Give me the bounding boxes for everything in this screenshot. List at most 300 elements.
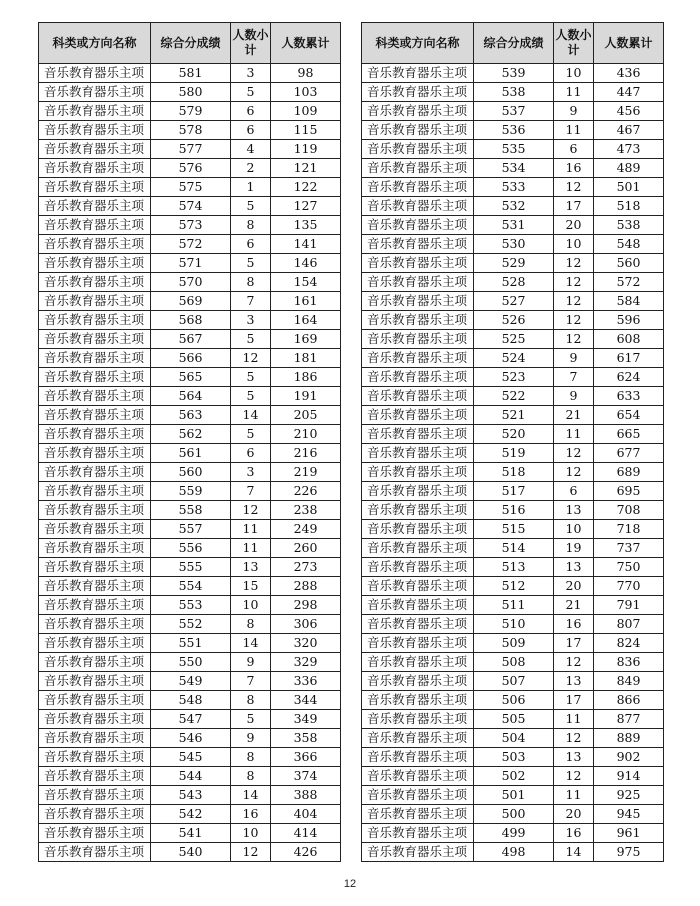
cell-count: 12 [554,463,594,482]
cell-name: 音乐教育器乐主项 [39,330,151,349]
cell-cumulative: 436 [594,64,664,83]
cell-score: 550 [151,653,231,672]
cell-cumulative: 617 [594,349,664,368]
cell-score: 519 [474,444,554,463]
cell-cumulative: 388 [271,786,341,805]
cell-score: 526 [474,311,554,330]
table-row [362,292,664,311]
cell-name: 音乐教育器乐主项 [362,444,474,463]
cell-name: 音乐教育器乐主项 [362,558,474,577]
score-table-left [38,22,341,862]
cell-cumulative: 737 [594,539,664,558]
table-header [39,23,341,64]
cell-cumulative: 414 [271,824,341,843]
cell-score: 501 [474,786,554,805]
cell-name: 音乐教育器乐主项 [362,292,474,311]
cell-score: 517 [474,482,554,501]
cell-cumulative: 205 [271,406,341,425]
cell-cumulative: 103 [271,83,341,102]
cell-score: 565 [151,368,231,387]
cell-name: 音乐教育器乐主项 [39,501,151,520]
cell-cumulative: 914 [594,767,664,786]
table-row [362,843,664,862]
cell-name: 音乐教育器乐主项 [39,463,151,482]
cell-count: 10 [231,824,271,843]
cell-score: 548 [151,691,231,710]
page-number: 12 [343,878,357,890]
cell-score: 581 [151,64,231,83]
cell-count: 10 [231,596,271,615]
table-row [362,520,664,539]
cell-count: 16 [554,159,594,178]
cell-score: 522 [474,387,554,406]
cell-cumulative: 169 [271,330,341,349]
cell-count: 6 [554,140,594,159]
table-row [39,577,341,596]
table-row [39,691,341,710]
table-row [39,615,341,634]
cell-count: 10 [554,520,594,539]
table-row [362,235,664,254]
cell-cumulative: 141 [271,235,341,254]
cell-name: 音乐教育器乐主项 [39,444,151,463]
cell-cumulative: 249 [271,520,341,539]
cell-cumulative: 447 [594,83,664,102]
cell-count: 6 [231,235,271,254]
table-row [362,444,664,463]
cell-count: 13 [554,501,594,520]
cell-count: 7 [231,292,271,311]
cell-count: 11 [231,520,271,539]
cell-cumulative: 115 [271,121,341,140]
cell-cumulative: 288 [271,577,341,596]
cell-count: 11 [554,710,594,729]
cell-cumulative: 161 [271,292,341,311]
cell-count: 9 [554,387,594,406]
table-row [39,159,341,178]
cell-cumulative: 695 [594,482,664,501]
cell-cumulative: 501 [594,178,664,197]
cell-name: 音乐教育器乐主项 [362,577,474,596]
cell-cumulative: 596 [594,311,664,330]
table-body [39,64,341,862]
table-row [362,805,664,824]
cell-name: 音乐教育器乐主项 [362,786,474,805]
table-row [362,197,664,216]
cell-cumulative: 146 [271,254,341,273]
cell-cumulative: 473 [594,140,664,159]
cell-name: 音乐教育器乐主项 [39,824,151,843]
table-row [39,520,341,539]
cell-count: 5 [231,368,271,387]
cell-cumulative: 538 [594,216,664,235]
cell-score: 506 [474,691,554,710]
table-row [39,216,341,235]
cell-cumulative: 119 [271,140,341,159]
cell-score: 538 [474,83,554,102]
cell-score: 568 [151,311,231,330]
cell-score: 566 [151,349,231,368]
cell-cumulative: 945 [594,805,664,824]
cell-name: 音乐教育器乐主项 [362,501,474,520]
cell-name: 音乐教育器乐主项 [39,83,151,102]
cell-score: 512 [474,577,554,596]
cell-cumulative: 238 [271,501,341,520]
cell-name: 音乐教育器乐主项 [39,121,151,140]
cell-count: 9 [231,729,271,748]
table-row [362,634,664,653]
cell-score: 567 [151,330,231,349]
table-row [39,558,341,577]
table-row [362,349,664,368]
header-count: 人数小计 [554,23,594,64]
cell-score: 549 [151,672,231,691]
cell-count: 16 [231,805,271,824]
cell-name: 音乐教育器乐主项 [362,425,474,444]
cell-cumulative: 181 [271,349,341,368]
cell-name: 音乐教育器乐主项 [362,102,474,121]
table-row [39,121,341,140]
cell-cumulative: 750 [594,558,664,577]
table-row [39,387,341,406]
cell-name: 音乐教育器乐主项 [362,463,474,482]
cell-name: 音乐教育器乐主项 [362,520,474,539]
table-row [362,216,664,235]
cell-cumulative: 210 [271,425,341,444]
cell-name: 音乐教育器乐主项 [39,349,151,368]
cell-score: 539 [474,64,554,83]
cell-score: 520 [474,425,554,444]
table-row [362,729,664,748]
cell-score: 511 [474,596,554,615]
cell-score: 578 [151,121,231,140]
cell-score: 521 [474,406,554,425]
cell-cumulative: 708 [594,501,664,520]
table-row [39,634,341,653]
cell-name: 音乐教育器乐主项 [362,83,474,102]
cell-score: 523 [474,368,554,387]
table-row [39,368,341,387]
cell-count: 8 [231,273,271,292]
cell-cumulative: 186 [271,368,341,387]
cell-cumulative: 456 [594,102,664,121]
cell-cumulative: 572 [594,273,664,292]
cell-cumulative: 902 [594,748,664,767]
cell-score: 546 [151,729,231,748]
cell-cumulative: 320 [271,634,341,653]
cell-cumulative: 344 [271,691,341,710]
cell-score: 561 [151,444,231,463]
cell-name: 音乐教育器乐主项 [362,482,474,501]
cell-count: 3 [231,463,271,482]
cell-count: 12 [231,349,271,368]
table-row [39,805,341,824]
cell-name: 音乐教育器乐主项 [362,539,474,558]
table-row [39,64,341,83]
cell-cumulative: 219 [271,463,341,482]
cell-name: 音乐教育器乐主项 [39,235,151,254]
cell-name: 音乐教育器乐主项 [362,748,474,767]
cell-score: 527 [474,292,554,311]
cell-cumulative: 122 [271,178,341,197]
cell-count: 15 [231,577,271,596]
cell-count: 8 [231,748,271,767]
cell-score: 544 [151,767,231,786]
table-row [39,463,341,482]
table-row [39,596,341,615]
cell-count: 8 [231,691,271,710]
cell-name: 音乐教育器乐主项 [39,178,151,197]
cell-name: 音乐教育器乐主项 [362,159,474,178]
cell-score: 572 [151,235,231,254]
cell-name: 音乐教育器乐主项 [362,672,474,691]
cell-score: 575 [151,178,231,197]
table-row [39,83,341,102]
cell-score: 510 [474,615,554,634]
cell-count: 21 [554,406,594,425]
cell-score: 541 [151,824,231,843]
cell-count: 14 [554,843,594,862]
table-row [362,254,664,273]
cell-name: 音乐教育器乐主项 [362,140,474,159]
cell-count: 14 [231,406,271,425]
table-row [39,311,341,330]
cell-name: 音乐教育器乐主项 [39,368,151,387]
header-score: 综合分成绩 [151,23,231,64]
cell-cumulative: 770 [594,577,664,596]
cell-name: 音乐教育器乐主项 [362,368,474,387]
cell-score: 499 [474,824,554,843]
cell-count: 8 [231,216,271,235]
cell-score: 562 [151,425,231,444]
table-row [362,159,664,178]
cell-count: 7 [554,368,594,387]
table-row [362,748,664,767]
cell-score: 505 [474,710,554,729]
cell-cumulative: 121 [271,159,341,178]
table-row [39,273,341,292]
cell-name: 音乐教育器乐主项 [362,843,474,862]
cell-name: 音乐教育器乐主项 [39,292,151,311]
table-row [39,102,341,121]
cell-name: 音乐教育器乐主项 [39,615,151,634]
table-row [39,539,341,558]
cell-cumulative: 374 [271,767,341,786]
cell-name: 音乐教育器乐主项 [39,539,151,558]
cell-count: 13 [231,558,271,577]
cell-cumulative: 98 [271,64,341,83]
table-row [39,197,341,216]
table-row [39,254,341,273]
cell-score: 576 [151,159,231,178]
cell-cumulative: 633 [594,387,664,406]
cell-count: 5 [231,83,271,102]
cell-score: 502 [474,767,554,786]
cell-name: 音乐教育器乐主项 [39,634,151,653]
table-row [39,178,341,197]
cell-count: 5 [231,330,271,349]
cell-name: 音乐教育器乐主项 [362,691,474,710]
cell-name: 音乐教育器乐主项 [39,406,151,425]
cell-cumulative: 404 [271,805,341,824]
cell-count: 8 [231,767,271,786]
cell-cumulative: 306 [271,615,341,634]
table-row [39,444,341,463]
header-cumulative: 人数累计 [594,23,664,64]
table-row [362,824,664,843]
cell-count: 12 [554,653,594,672]
cell-name: 音乐教育器乐主项 [39,387,151,406]
cell-cumulative: 718 [594,520,664,539]
cell-count: 4 [231,140,271,159]
cell-score: 543 [151,786,231,805]
cell-count: 10 [554,235,594,254]
cell-name: 音乐教育器乐主项 [362,273,474,292]
cell-cumulative: 489 [594,159,664,178]
cell-name: 音乐教育器乐主项 [362,64,474,83]
cell-count: 3 [231,64,271,83]
cell-cumulative: 665 [594,425,664,444]
cell-count: 20 [554,577,594,596]
cell-name: 音乐教育器乐主项 [39,159,151,178]
cell-score: 528 [474,273,554,292]
cell-cumulative: 135 [271,216,341,235]
cell-count: 12 [554,729,594,748]
cell-score: 515 [474,520,554,539]
cell-name: 音乐教育器乐主项 [362,197,474,216]
cell-name: 音乐教育器乐主项 [362,729,474,748]
cell-count: 12 [554,273,594,292]
cell-score: 498 [474,843,554,862]
cell-cumulative: 689 [594,463,664,482]
table-row [39,235,341,254]
cell-name: 音乐教育器乐主项 [39,216,151,235]
cell-name: 音乐教育器乐主项 [39,520,151,539]
table-row [39,710,341,729]
table-row [362,406,664,425]
cell-cumulative: 426 [271,843,341,862]
cell-score: 529 [474,254,554,273]
cell-name: 音乐教育器乐主项 [39,786,151,805]
cell-count: 5 [231,254,271,273]
cell-name: 音乐教育器乐主项 [362,330,474,349]
cell-score: 573 [151,216,231,235]
table-row [39,729,341,748]
table-row [362,387,664,406]
cell-count: 14 [231,786,271,805]
cell-score: 547 [151,710,231,729]
cell-cumulative: 518 [594,197,664,216]
cell-score: 516 [474,501,554,520]
cell-cumulative: 127 [271,197,341,216]
cell-score: 533 [474,178,554,197]
cell-count: 12 [554,292,594,311]
cell-name: 音乐教育器乐主项 [362,406,474,425]
cell-cumulative: 358 [271,729,341,748]
cell-score: 500 [474,805,554,824]
cell-cumulative: 260 [271,539,341,558]
cell-count: 5 [231,387,271,406]
cell-cumulative: 866 [594,691,664,710]
cell-count: 7 [231,482,271,501]
table-header [362,23,664,64]
cell-score: 509 [474,634,554,653]
cell-count: 6 [554,482,594,501]
cell-name: 音乐教育器乐主项 [362,311,474,330]
cell-score: 554 [151,577,231,596]
cell-name: 音乐教育器乐主项 [39,254,151,273]
cell-score: 571 [151,254,231,273]
cell-count: 9 [231,653,271,672]
cell-cumulative: 624 [594,368,664,387]
cell-count: 16 [554,615,594,634]
cell-name: 音乐教育器乐主项 [39,672,151,691]
table-row [362,311,664,330]
cell-count: 6 [231,444,271,463]
header-name: 科类或方向名称 [39,23,151,64]
table-row [39,482,341,501]
cell-cumulative: 824 [594,634,664,653]
cell-score: 555 [151,558,231,577]
cell-score: 574 [151,197,231,216]
cell-count: 2 [231,159,271,178]
cell-cumulative: 791 [594,596,664,615]
cell-count: 1 [231,178,271,197]
cell-cumulative: 807 [594,615,664,634]
cell-count: 11 [554,83,594,102]
cell-cumulative: 298 [271,596,341,615]
cell-score: 540 [151,843,231,862]
table-row [39,425,341,444]
cell-count: 12 [231,501,271,520]
table-row [362,653,664,672]
table-row [39,824,341,843]
cell-name: 音乐教育器乐主项 [39,482,151,501]
cell-name: 音乐教育器乐主项 [362,824,474,843]
cell-cumulative: 877 [594,710,664,729]
cell-count: 21 [554,596,594,615]
cell-name: 音乐教育器乐主项 [39,577,151,596]
cell-score: 577 [151,140,231,159]
cell-score: 552 [151,615,231,634]
cell-cumulative: 849 [594,672,664,691]
table-row [362,596,664,615]
cell-score: 532 [474,197,554,216]
cell-name: 音乐教育器乐主项 [362,121,474,140]
table-row [362,102,664,121]
cell-cumulative: 329 [271,653,341,672]
cell-name: 音乐教育器乐主项 [39,558,151,577]
cell-cumulative: 925 [594,786,664,805]
table-row [362,463,664,482]
cell-name: 音乐教育器乐主项 [39,596,151,615]
cell-name: 音乐教育器乐主项 [39,805,151,824]
table-row [362,767,664,786]
cell-name: 音乐教育器乐主项 [39,140,151,159]
cell-score: 560 [151,463,231,482]
cell-cumulative: 560 [594,254,664,273]
cell-count: 20 [554,216,594,235]
cell-cumulative: 836 [594,653,664,672]
cell-count: 10 [554,64,594,83]
cell-cumulative: 677 [594,444,664,463]
cell-cumulative: 164 [271,311,341,330]
cell-score: 518 [474,463,554,482]
cell-cumulative: 654 [594,406,664,425]
table-body [362,64,664,862]
cell-score: 507 [474,672,554,691]
cell-score: 525 [474,330,554,349]
